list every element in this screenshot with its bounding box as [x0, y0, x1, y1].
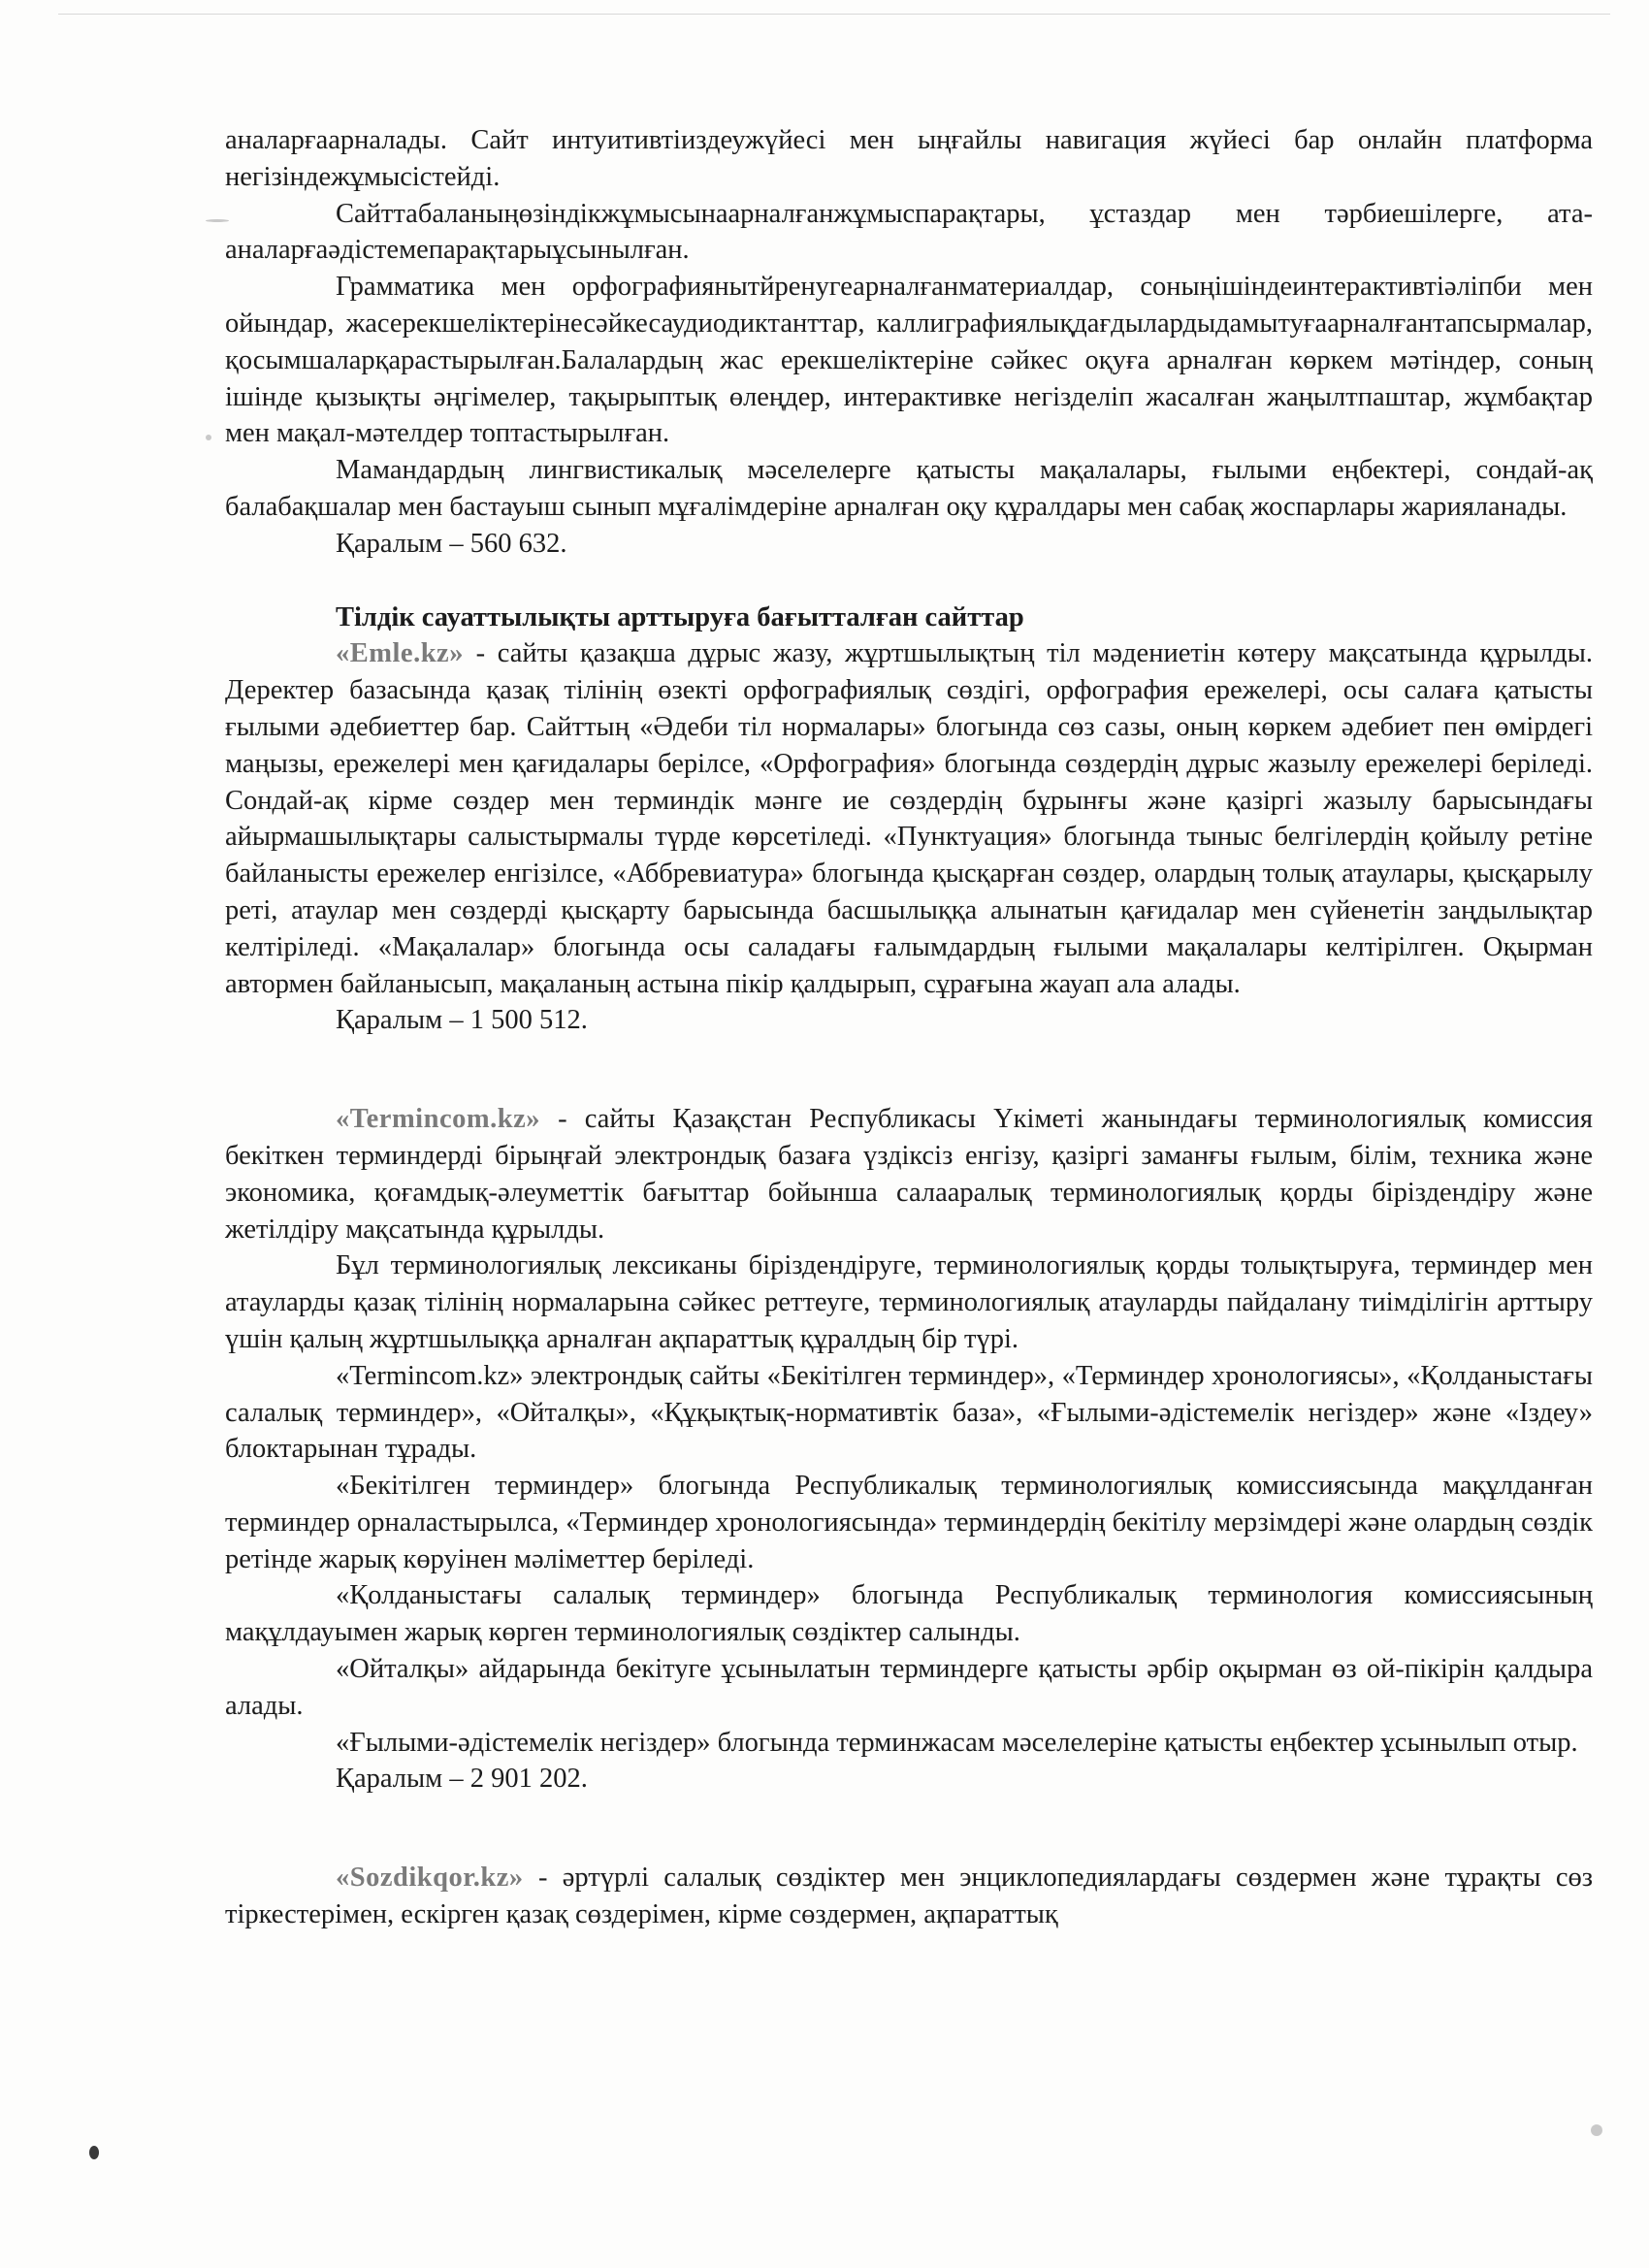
intro-paragraph-1: аналарғаарналады. Сайт интуитивтіиздеужүйесі мен ыңғайлы навигация жүйесі бар онлайн платформа негізіндежұмысістейді. [225, 125, 1593, 192]
scan-edge-line [58, 14, 1610, 15]
scan-speck [206, 435, 211, 440]
termincom-paragraph-2: Бұл терминологиялық лексиканы біріздендіруге, терминологиялық қорды толықтыруға, терминдер мен атауларды қазақ тілінің нормаларына сәйкес реттеуге, терминологиялық атауларды пайдалану тиімділігін арттыру үшін қалың жұртшылыққа арналған ақпараттық құралдың бір түрі. [225, 1250, 1593, 1354]
scan-speck [89, 2146, 99, 2159]
spacer [225, 1039, 1593, 1101]
document-body [225, 122, 1593, 1933]
intro-paragraph-4: Мамандардың лингвистикалық мәселелерге қатысты мақалалары, ғылыми еңбектері, сондай-ақ балабақшалар мен бастауыш сынып мұғалімдеріне арналған оқу құралдары мен сабақ жоспарлары жарияланады. [225, 455, 1593, 522]
intro-paragraph-3: Грамматика мен орфографиянытйренугеарналғанматериалдар, соныңішіндеинтерактивтіәліпби мен ойындар, жасерекшеліктерінесәйкесаудиодиктанттар, каллиграфиялықдағдылардыдамытуғаарналғантапсырмалар, қосымшаларқарастырылған.Балалардың жас ерекшеліктеріне сәйкес оқуға арналған көркем мәтіндер, соның ішінде қызықты әңгімелер, тақырыптық өлеңдер, интерактивке негізделіп жасалған жаңылтпаштар, жұмбақтар мен мақал-мәтелдер топтастырылған. [225, 272, 1593, 449]
section-heading: Тілдік сауаттылықты арттыруға бағытталған сайттар [336, 601, 1024, 632]
emle-site-name: «Emle.kz» [336, 638, 464, 669]
termincom-paragraph-1 [225, 1101, 1593, 1247]
termincom-paragraph-5: «Қолданыстағы салалық терминдер» блогында Республикалық терминология комиссиясының мақұлдауымен жарық көрген терминологиялық сөздіктер салынды. [225, 1580, 1593, 1648]
sozdikqor-paragraph [225, 1860, 1593, 1933]
termincom-paragraph-3: «Termincom.kz» электрондық сайты «Бекітілген терминдер», «Терминдер хронологиясы», «Қолданыстағы салалық терминдер», «Ойталқы», «Құқықтық-нормативтік база», «Ғылыми-әдістемелік негіздер» және «Іздеу» блоктарынан тұрады. [225, 1360, 1593, 1465]
emle-views: Қаралым – 1 500 512. [336, 1005, 588, 1036]
spacer [225, 1798, 1593, 1860]
termincom-paragraph-7: «Ғылыми-әдістемелік негіздер» блогында терминжасам мәселелеріне қатысты еңбектер ұсынылып отыр. [336, 1727, 1578, 1758]
intro-paragraph-2: Сайттабаланыңөзіндікжұмысынаарналғанжұмыспарақтары, ұстаздар мен тәрбиешілерге, ата-аналарғаәдістемепарақтарыұсынылған. [225, 198, 1593, 266]
termincom-paragraph-4: «Бекітілген терминдер» блогында Республикалық терминологиялық комиссиясында мақұлданған терминдер орналастырылса, «Терминдер хронологиясында» терминдердің бекітілу мерзімдері және олардың сөздік ретінде жарық көруінен мәліметтер беріледі. [225, 1471, 1594, 1574]
spacer [225, 563, 1593, 599]
termincom-site-name: «Termincom.kz» [336, 1104, 540, 1135]
emle-paragraph [225, 635, 1593, 1002]
emle-text: - сайты қазақша дұрыс жазу, жұртшылықтың тіл мәдениетін көтеру мақсатында құрылды. Деректер базасында қазақ тілінің өзекті орфографиялық сөздігі, орфография ережелері, осы салаға қатысты ғылыми әдебиеттер бар. Сайттың «Әдеби тіл нормалары» блогында сөз сазы, оның көркем әдебиет пен өмірдегі маңызы, ережелері мен қағидалары берілсе, «Орфография» блогында сөздердің дұрыс жазылу ережелері беріледі. Сондай-ақ кірме сөздер мен терминдік мәнге ие сөздердің бұрынғы және қазіргі жазылу барысындағы айырмашылықтары салыстырмалы түрде көрсетіледі. «Пунктуация» блогында тыныс белгілердің қойылу ретіне байланысты ережелер енгізілсе, «Аббревиатура» блогында қысқарған сөздер, олардың толық атаулары, қысқарылу реті, атаулар мен сөздерді қысқарту барысында басшылыққа алынатын қағидалар мен сүйенетін заңдылықтар келтіріледі. «Мақалалар» блогында осы саладағы ғалымдардың ғылыми мақалалары келтірілген. Оқырман автормен байланысып, мақаланың астына пікір қалдырып, сұрағына жауап ала алады. [225, 638, 1593, 999]
scan-speck [1591, 2124, 1602, 2136]
termincom-views: Қаралым – 2 901 202. [336, 1764, 588, 1795]
termincom-text-1: - сайты Қазақстан Республикасы Үкіметі жанындағы терминологиялық комиссия бекіткен терминдерді бірыңғай электрондық базаға үздіксіз енгізу, қазіргі заманғы ғылым, білім, техника және экономика, қоғамдық-әлеуметтік бағыттар бойынша салааралық терминологиялық қорды біріздендіру және жетілдіру мақсатында құрылды. [225, 1104, 1593, 1245]
sozdikqor-text: - әртүрлі салалық сөздіктер мен энциклопедиялардағы сөздермен және тұрақты сөз тіркестерімен, ескірген қазақ сөздерімен, кірме сөздермен, ақпараттық [225, 1863, 1593, 1930]
termincom-paragraph-6: «Ойталқы» айдарында бекітуге ұсынылатын терминдерге қатысты әрбір оқырман өз ой-пікірін қалдыра алады. [225, 1654, 1593, 1721]
intro-views: Қаралым – 560 632. [336, 528, 567, 559]
sozdikqor-site-name: «Sozdikqor.kz» [336, 1863, 524, 1894]
